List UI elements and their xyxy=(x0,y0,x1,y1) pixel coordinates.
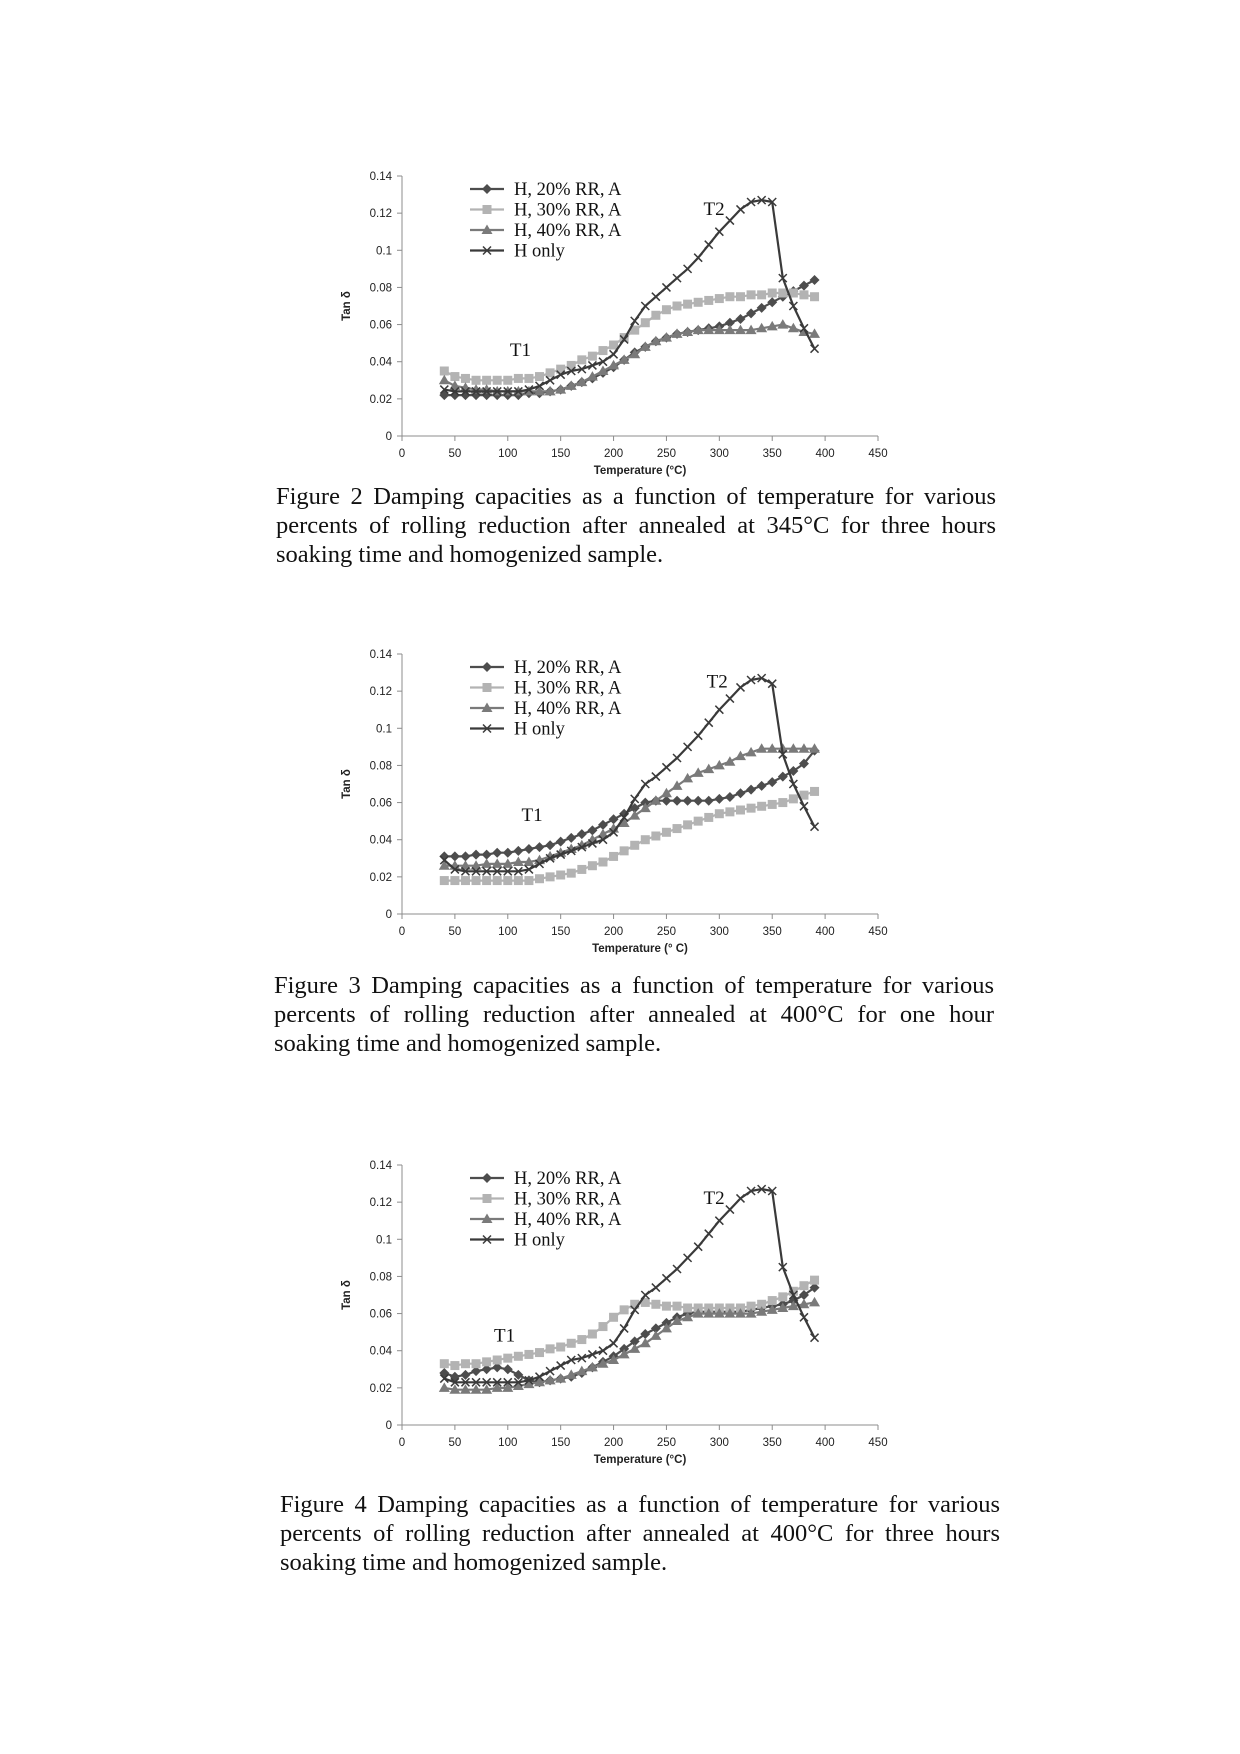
data-point-h-40-rr-a xyxy=(439,375,450,385)
data-point-h-30-rr-a xyxy=(651,311,660,320)
data-point-h-30-rr-a xyxy=(736,806,745,815)
data-point-h-only xyxy=(726,695,734,703)
data-point-h-20-rr-a xyxy=(799,281,809,291)
annotation-t1: T1 xyxy=(521,805,543,827)
data-point-h-only xyxy=(641,780,649,788)
x-tick-label: 200 xyxy=(603,926,624,938)
data-point-h-only xyxy=(684,265,692,273)
data-point-h-30-rr-a xyxy=(694,817,703,826)
data-point-h-only xyxy=(662,283,670,291)
data-point-h-only xyxy=(610,350,618,358)
data-point-h-40-rr-a xyxy=(650,1330,661,1340)
data-point-h-30-rr-a xyxy=(662,1302,671,1311)
y-tick-label: 0.08 xyxy=(369,282,392,295)
data-point-h-only xyxy=(726,1206,734,1214)
data-point-h-40-rr-a xyxy=(439,1382,450,1392)
legend-label: H, 20% RR, A xyxy=(514,180,622,200)
x-tick-label: 350 xyxy=(762,926,782,938)
data-point-h-20-rr-a xyxy=(492,848,502,858)
x-tick-label: 0 xyxy=(398,448,406,460)
data-point-h-20-rr-a xyxy=(757,303,767,313)
legend-marker xyxy=(482,184,492,194)
y-tick-label: 0.1 xyxy=(376,1234,392,1247)
data-point-h-20-rr-a xyxy=(778,772,788,782)
figure-4-caption: Figure 4 Damping capacities as a function of temperature for various percents of rolling reduction after annealed at 400°C for three hours soaking time and homogenized sample. xyxy=(280,1491,1000,1576)
x-axis-label: Temperature (°C) xyxy=(593,465,687,477)
data-point-h-30-rr-a xyxy=(546,1344,555,1353)
data-point-h-30-rr-a xyxy=(503,876,512,885)
y-tick-label: 0.06 xyxy=(369,319,392,332)
x-tick-label: 150 xyxy=(551,1437,571,1449)
data-point-h-30-rr-a xyxy=(673,1302,682,1311)
series-h-30-rr-a xyxy=(440,1276,819,1370)
data-point-h-20-rr-a xyxy=(810,275,820,285)
x-tick-label: 350 xyxy=(762,448,782,460)
legend xyxy=(470,658,622,740)
x-tick-label: 450 xyxy=(868,1437,888,1449)
data-point-h-30-rr-a xyxy=(482,876,491,885)
data-point-h-only xyxy=(631,795,639,803)
annotation-t1: T1 xyxy=(494,1325,516,1347)
data-point-h-only xyxy=(726,217,734,225)
x-tick-label: 300 xyxy=(709,926,729,938)
data-point-h-30-rr-a xyxy=(694,298,703,307)
data-point-h-30-rr-a xyxy=(630,841,639,850)
data-point-h-30-rr-a xyxy=(799,1281,808,1290)
x-tick-label: 250 xyxy=(656,1437,677,1449)
data-point-h-30-rr-a xyxy=(651,1300,660,1309)
data-point-h-20-rr-a xyxy=(460,851,470,861)
x-axis-label: Temperature (°C) xyxy=(593,1454,687,1466)
data-point-h-40-rr-a xyxy=(724,756,735,766)
y-axis-label: Tan δ xyxy=(341,1280,353,1310)
data-point-h-40-rr-a xyxy=(777,319,788,329)
y-tick-label: 0 xyxy=(385,1420,392,1432)
data-point-h-20-rr-a xyxy=(503,1364,513,1374)
y-tick-label: 0.12 xyxy=(369,1197,392,1210)
data-point-h-30-rr-a xyxy=(514,1352,523,1361)
data-point-h-40-rr-a xyxy=(682,773,693,783)
data-point-h-20-rr-a xyxy=(767,297,777,307)
data-point-h-30-rr-a xyxy=(482,1357,491,1366)
y-tick-label: 0.12 xyxy=(369,208,392,221)
data-point-h-30-rr-a xyxy=(514,876,523,885)
data-point-h-20-rr-a xyxy=(725,792,735,802)
y-tick-label: 0.08 xyxy=(369,1271,392,1284)
x-tick-label: 50 xyxy=(448,448,462,460)
data-point-h-30-rr-a xyxy=(440,1359,449,1368)
x-tick-label: 350 xyxy=(762,1437,782,1449)
data-point-h-30-rr-a xyxy=(461,374,470,383)
x-tick-label: 250 xyxy=(656,926,677,938)
data-point-h-30-rr-a xyxy=(683,820,692,829)
data-point-h-30-rr-a xyxy=(725,807,734,816)
data-point-h-20-rr-a xyxy=(439,1368,449,1378)
y-tick-label: 0 xyxy=(385,909,392,921)
data-point-h-30-rr-a xyxy=(598,346,607,355)
data-point-h-30-rr-a xyxy=(556,871,565,880)
data-point-h-only xyxy=(800,802,808,810)
x-tick-label: 300 xyxy=(709,448,729,460)
data-point-h-30-rr-a xyxy=(620,846,629,855)
legend-label: H, 30% RR, A xyxy=(514,1189,622,1210)
data-point-h-20-rr-a xyxy=(577,829,587,839)
data-point-h-20-rr-a xyxy=(672,796,682,806)
data-point-h-20-rr-a xyxy=(545,840,555,850)
data-point-h-30-rr-a xyxy=(598,858,607,867)
data-point-h-30-rr-a xyxy=(450,372,459,381)
data-point-h-only xyxy=(610,1339,618,1347)
data-point-h-30-rr-a xyxy=(757,802,766,811)
figure-2-caption: Figure 2 Damping capacities as a function of temperature for various percents of rolling reduction after annealed at 345°C for three hours soaking time and homogenized sample. xyxy=(276,483,996,568)
data-point-h-30-rr-a xyxy=(450,1361,459,1370)
data-point-h-20-rr-a xyxy=(587,825,597,835)
figure-4-chart xyxy=(330,1151,930,1473)
data-point-h-40-rr-a xyxy=(809,1297,820,1307)
data-point-h-only xyxy=(715,706,723,714)
data-point-h-30-rr-a xyxy=(810,787,819,796)
x-tick-label: 150 xyxy=(551,448,571,460)
data-point-h-30-rr-a xyxy=(768,800,777,809)
data-point-h-30-rr-a xyxy=(535,1348,544,1357)
legend-label: H, 30% RR, A xyxy=(514,678,622,699)
data-point-h-30-rr-a xyxy=(662,828,671,837)
x-tick-label: 300 xyxy=(709,1437,729,1449)
figure-3-caption: Figure 3 Damping capacities as a function of temperature for various percents of rolling reduction after annealed at 400°C for one hour soaking time and homogenized sample. xyxy=(274,972,994,1057)
data-point-h-20-rr-a xyxy=(746,308,756,318)
legend-marker xyxy=(483,683,492,692)
legend-marker xyxy=(482,662,492,672)
data-point-h-40-rr-a xyxy=(672,780,683,790)
data-point-h-only xyxy=(652,773,660,781)
x-tick-label: 150 xyxy=(551,926,571,938)
data-point-h-20-rr-a xyxy=(704,796,714,806)
annotation-t1: T1 xyxy=(509,340,532,362)
y-tick-label: 0 xyxy=(385,431,392,443)
data-point-h-only xyxy=(715,228,723,236)
data-point-h-20-rr-a xyxy=(746,785,756,795)
y-tick-label: 0.02 xyxy=(369,393,392,406)
data-point-h-20-rr-a xyxy=(556,837,566,847)
data-point-h-30-rr-a xyxy=(736,292,745,301)
data-point-h-30-rr-a xyxy=(535,874,544,883)
figure-3-chart xyxy=(330,640,930,962)
data-point-h-only xyxy=(736,1194,744,1202)
data-point-h-20-rr-a xyxy=(693,796,703,806)
data-point-h-only xyxy=(684,1254,692,1262)
series-h-30-rr-a xyxy=(440,289,819,385)
data-point-h-only xyxy=(546,376,554,384)
annotation-t2: T2 xyxy=(703,199,725,220)
data-point-h-30-rr-a xyxy=(620,1305,629,1314)
data-point-h-30-rr-a xyxy=(704,813,713,822)
data-point-h-30-rr-a xyxy=(535,372,544,381)
figure-2-chart xyxy=(330,162,930,484)
legend-label: H only xyxy=(514,719,565,740)
data-point-h-30-rr-a xyxy=(440,367,449,376)
data-point-h-only xyxy=(652,293,660,301)
data-point-h-only xyxy=(631,317,639,325)
data-point-h-30-rr-a xyxy=(778,798,787,807)
legend xyxy=(470,180,622,262)
data-point-h-only xyxy=(694,254,702,262)
data-point-h-30-rr-a xyxy=(789,794,798,803)
x-tick-label: 200 xyxy=(603,1437,624,1449)
data-point-h-30-rr-a xyxy=(704,296,713,305)
data-point-h-20-rr-a xyxy=(471,850,481,860)
x-tick-label: 0 xyxy=(398,1437,406,1449)
legend xyxy=(470,1169,622,1251)
data-point-h-only xyxy=(800,1313,808,1321)
x-tick-label: 0 xyxy=(398,926,406,938)
data-point-h-30-rr-a xyxy=(493,876,502,885)
data-point-h-30-rr-a xyxy=(609,852,618,861)
data-point-h-only xyxy=(705,1230,713,1238)
data-point-h-only xyxy=(736,683,744,691)
data-point-h-20-rr-a xyxy=(450,851,460,861)
x-tick-label: 400 xyxy=(815,1437,835,1449)
x-tick-label: 450 xyxy=(868,926,888,938)
data-point-h-30-rr-a xyxy=(514,374,523,383)
x-axis-label: Temperature (° C) xyxy=(592,943,688,955)
x-tick-label: 250 xyxy=(656,448,677,460)
y-tick-label: 0.12 xyxy=(369,686,392,699)
y-tick-label: 0.06 xyxy=(369,797,392,810)
data-point-h-30-rr-a xyxy=(768,289,777,298)
data-point-h-30-rr-a xyxy=(651,832,660,841)
data-point-h-only xyxy=(557,1362,565,1370)
data-point-h-only xyxy=(811,345,819,353)
data-point-h-only xyxy=(705,719,713,727)
data-point-h-30-rr-a xyxy=(472,376,481,385)
data-point-h-30-rr-a xyxy=(461,1359,470,1368)
data-point-h-only xyxy=(652,1284,660,1292)
data-point-h-30-rr-a xyxy=(482,376,491,385)
legend-marker xyxy=(483,1194,492,1203)
data-point-h-30-rr-a xyxy=(747,804,756,813)
y-tick-label: 0.04 xyxy=(369,356,392,369)
data-point-h-30-rr-a xyxy=(778,1292,787,1301)
data-point-h-30-rr-a xyxy=(503,376,512,385)
data-point-h-30-rr-a xyxy=(641,835,650,844)
data-point-h-only xyxy=(694,1243,702,1251)
data-point-h-20-rr-a xyxy=(482,850,492,860)
data-point-h-only xyxy=(811,823,819,831)
legend-label: H, 40% RR, A xyxy=(514,699,622,719)
data-point-h-20-rr-a xyxy=(513,846,523,856)
x-tick-label: 100 xyxy=(498,1437,518,1449)
y-tick-label: 0.08 xyxy=(369,760,392,773)
data-point-h-30-rr-a xyxy=(757,290,766,299)
data-point-h-20-rr-a xyxy=(609,814,619,824)
legend-label: H, 40% RR, A xyxy=(514,1210,622,1230)
data-point-h-20-rr-a xyxy=(535,842,545,852)
annotation-t2: T2 xyxy=(706,671,728,693)
data-point-h-30-rr-a xyxy=(588,1330,597,1339)
data-point-h-30-rr-a xyxy=(546,872,555,881)
data-point-h-30-rr-a xyxy=(440,876,449,885)
data-point-h-30-rr-a xyxy=(810,292,819,301)
data-point-h-only xyxy=(641,302,649,310)
data-point-h-40-rr-a xyxy=(661,788,672,798)
data-point-h-30-rr-a xyxy=(588,861,597,870)
data-point-h-30-rr-a xyxy=(493,1356,502,1365)
data-point-h-only xyxy=(705,241,713,249)
data-point-h-only xyxy=(641,1291,649,1299)
y-tick-label: 0.02 xyxy=(369,871,392,884)
x-tick-label: 50 xyxy=(448,926,462,938)
data-point-h-only xyxy=(673,1265,681,1273)
data-point-h-30-rr-a xyxy=(673,302,682,311)
data-point-h-20-rr-a xyxy=(566,833,576,843)
data-point-h-30-rr-a xyxy=(461,876,470,885)
annotation-t2: T2 xyxy=(703,1188,725,1209)
data-point-h-30-rr-a xyxy=(450,876,459,885)
data-point-h-only xyxy=(811,1334,819,1342)
data-point-h-only xyxy=(662,763,670,771)
legend-label: H, 20% RR, A xyxy=(514,658,622,678)
data-point-h-30-rr-a xyxy=(598,1322,607,1331)
y-tick-label: 0.02 xyxy=(369,1382,392,1395)
series-h-only xyxy=(440,674,818,875)
data-point-h-30-rr-a xyxy=(725,292,734,301)
data-point-h-20-rr-a xyxy=(598,820,608,830)
data-point-h-only xyxy=(673,274,681,282)
data-point-h-only xyxy=(546,1367,554,1375)
data-point-h-30-rr-a xyxy=(683,1304,692,1313)
data-point-h-30-rr-a xyxy=(556,1343,565,1352)
legend-marker xyxy=(483,205,492,214)
y-tick-label: 0.1 xyxy=(376,245,392,258)
y-tick-label: 0.06 xyxy=(369,1308,392,1321)
x-tick-label: 200 xyxy=(603,448,624,460)
data-point-h-30-rr-a xyxy=(524,1350,533,1359)
data-point-h-only xyxy=(620,1324,628,1332)
data-point-h-30-rr-a xyxy=(503,1354,512,1363)
data-point-h-30-rr-a xyxy=(641,318,650,327)
x-tick-label: 400 xyxy=(815,926,835,938)
data-point-h-30-rr-a xyxy=(662,305,671,314)
data-point-h-20-rr-a xyxy=(767,777,777,787)
data-point-h-20-rr-a xyxy=(503,848,513,858)
data-point-h-only xyxy=(684,743,692,751)
y-tick-label: 0.14 xyxy=(369,1160,392,1172)
data-point-h-20-rr-a xyxy=(439,390,449,400)
data-point-h-40-rr-a xyxy=(640,1338,651,1348)
data-point-h-30-rr-a xyxy=(567,1339,576,1348)
data-point-h-30-rr-a xyxy=(577,1335,586,1344)
y-axis-label: Tan δ xyxy=(341,769,353,799)
x-tick-label: 450 xyxy=(868,448,888,460)
legend-marker xyxy=(482,1173,492,1183)
data-point-h-30-rr-a xyxy=(673,824,682,833)
data-point-h-only xyxy=(715,1217,723,1225)
data-point-h-30-rr-a xyxy=(778,289,787,298)
data-point-h-30-rr-a xyxy=(577,355,586,364)
data-point-h-30-rr-a xyxy=(567,869,576,878)
data-point-h-only xyxy=(673,754,681,762)
data-point-h-30-rr-a xyxy=(472,876,481,885)
data-point-h-30-rr-a xyxy=(524,374,533,383)
y-tick-label: 0.14 xyxy=(369,171,392,183)
x-tick-label: 400 xyxy=(815,448,835,460)
data-point-h-30-rr-a xyxy=(588,352,597,361)
data-point-h-30-rr-a xyxy=(609,1313,618,1322)
data-point-h-30-rr-a xyxy=(715,294,724,303)
x-tick-label: 100 xyxy=(498,926,518,938)
legend-label: H, 20% RR, A xyxy=(514,1169,622,1189)
x-tick-label: 100 xyxy=(498,448,518,460)
x-tick-label: 50 xyxy=(448,1437,462,1449)
data-point-h-20-rr-a xyxy=(714,794,724,804)
data-point-h-30-rr-a xyxy=(768,1296,777,1305)
data-point-h-20-rr-a xyxy=(524,844,534,854)
data-point-h-30-rr-a xyxy=(810,1276,819,1285)
data-point-h-30-rr-a xyxy=(747,290,756,299)
data-point-h-30-rr-a xyxy=(715,809,724,818)
data-point-h-20-rr-a xyxy=(735,788,745,798)
data-point-h-only xyxy=(662,1274,670,1282)
data-point-h-30-rr-a xyxy=(546,368,555,377)
y-tick-label: 0.14 xyxy=(369,649,392,661)
y-tick-label: 0.1 xyxy=(376,723,392,736)
data-point-h-30-rr-a xyxy=(683,300,692,309)
legend-label: H, 40% RR, A xyxy=(514,221,622,241)
data-point-h-20-rr-a xyxy=(735,314,745,324)
legend-label: H, 30% RR, A xyxy=(514,200,622,221)
data-point-h-30-rr-a xyxy=(799,290,808,299)
data-point-h-20-rr-a xyxy=(683,796,693,806)
data-point-h-30-rr-a xyxy=(524,876,533,885)
y-tick-label: 0.04 xyxy=(369,1345,392,1358)
data-point-h-only xyxy=(736,205,744,213)
y-tick-label: 0.04 xyxy=(369,834,392,847)
legend-label: H only xyxy=(514,241,565,262)
data-point-h-30-rr-a xyxy=(493,376,502,385)
legend-label: H only xyxy=(514,1230,565,1251)
data-point-h-30-rr-a xyxy=(472,1359,481,1368)
data-point-h-only xyxy=(694,732,702,740)
data-point-h-30-rr-a xyxy=(577,865,586,874)
data-point-h-40-rr-a xyxy=(629,810,640,820)
data-point-h-20-rr-a xyxy=(757,781,767,791)
y-axis-label: Tan δ xyxy=(341,291,353,321)
